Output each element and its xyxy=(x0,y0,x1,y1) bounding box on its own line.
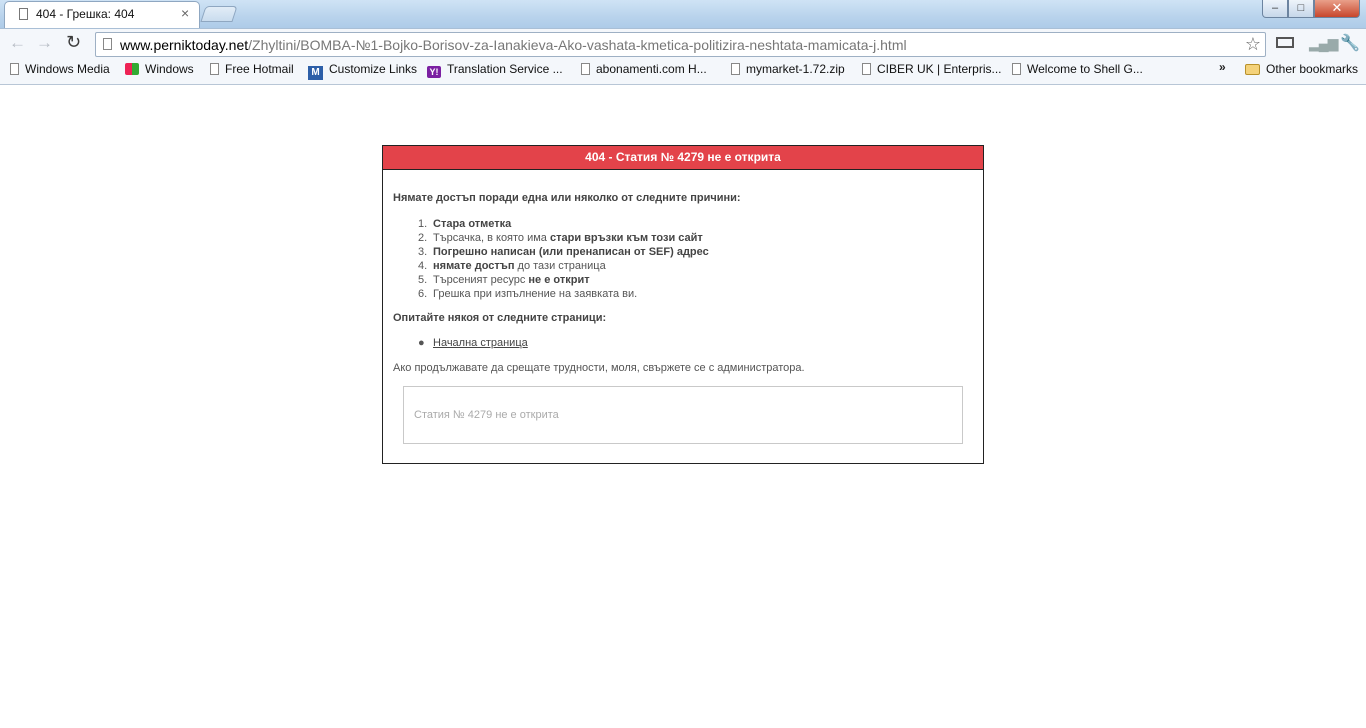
more-bookmarks-button[interactable]: » xyxy=(1219,60,1226,74)
url-host: www.perniktoday.net xyxy=(120,37,249,53)
new-tab-button[interactable] xyxy=(200,6,237,22)
reason-item: 5. Търсеният ресурс не е открит xyxy=(418,274,590,286)
bookmark-item[interactable]: M Customize Links xyxy=(308,62,417,80)
url-path: /Zhyltini/BOMBA-№1-Bojko-Borisov-za-Ianakieva-Ako-vashata-kmetica-politizira-neshtata-mamicata-j.html xyxy=(248,37,907,53)
page-icon xyxy=(1012,63,1021,75)
wrench-icon[interactable]: 🔧 xyxy=(1340,35,1360,52)
forward-button[interactable]: → xyxy=(36,33,53,52)
page-icon xyxy=(103,38,112,50)
bookmarks-bar xyxy=(0,58,1366,85)
bookmark-item[interactable]: CIBER UK | Enterpris... xyxy=(862,62,1001,76)
reason-item: 6. Грешка при изпълнение на заявката ви. xyxy=(418,288,638,300)
address-bar[interactable] xyxy=(95,32,1266,57)
title-bar xyxy=(0,0,1366,28)
page-icon xyxy=(862,63,871,75)
reload-button[interactable]: ↻ xyxy=(66,32,82,52)
bookmark-item[interactable]: Y! Translation Service ... xyxy=(427,62,563,78)
page-icon xyxy=(19,8,28,20)
msn-logo-icon: M xyxy=(308,66,323,80)
bookmark-item[interactable]: abonamenti.com H... xyxy=(581,62,707,76)
back-button[interactable]: ← xyxy=(9,33,26,52)
suggested-pages-list xyxy=(418,337,528,349)
contact-admin-note: Ако продължавате да срещате трудности, моля, свържете се с администратора. xyxy=(393,362,805,374)
bullet-icon: ● xyxy=(418,337,425,349)
bookmark-item[interactable]: Windows Media xyxy=(10,62,110,76)
reason-item: 2. Търсачка, в която има стари връзки към този сайт xyxy=(418,232,703,244)
star-icon[interactable]: ☆ xyxy=(1244,34,1261,54)
folder-icon xyxy=(1245,64,1260,75)
windows-logo-icon xyxy=(125,63,139,75)
bookmark-item[interactable]: mymarket-1.72.zip xyxy=(731,62,845,76)
tab-active[interactable] xyxy=(4,1,200,28)
suggested-pages-heading: Опитайте някоя от следните страници: xyxy=(393,312,607,324)
page-icon xyxy=(581,63,590,75)
error-panel xyxy=(382,145,984,464)
page-icon xyxy=(731,63,740,75)
list-item xyxy=(418,337,528,349)
reason-item: 4. нямате достъп до тази страница xyxy=(418,260,606,272)
bookmark-item[interactable]: Welcome to Shell G... xyxy=(1012,62,1143,76)
reasons-heading: Нямате достъп поради една или няколко от следните причини: xyxy=(393,192,741,204)
reason-item: 1. Стара отметка xyxy=(418,218,512,230)
url-text[interactable] xyxy=(120,37,907,53)
signal-icon[interactable]: ▂▄▆ xyxy=(1309,35,1338,51)
error-title: 404 - Статия № 4279 не е открита xyxy=(383,146,983,170)
close-tab-icon[interactable]: × xyxy=(181,5,190,21)
maximize-button[interactable]: □ xyxy=(1288,0,1314,18)
error-message-box xyxy=(403,386,963,444)
close-window-button[interactable]: ✕ xyxy=(1314,0,1360,18)
page-action-icon[interactable] xyxy=(1276,37,1294,48)
page-icon xyxy=(210,63,219,75)
tab-title: 404 - Грешка: 404 xyxy=(36,7,135,21)
home-page-link[interactable]: Начална страница xyxy=(433,337,528,349)
browser-toolbar xyxy=(0,28,1366,59)
error-message: Статия № 4279 не е открита xyxy=(414,409,559,421)
reasons-list xyxy=(418,217,709,301)
reason-item: 3. Погрешно написан (или пренаписан от SEF) адрес xyxy=(418,246,709,258)
other-bookmarks[interactable]: Other bookmarks xyxy=(1245,62,1358,76)
yahoo-logo-icon: Y! xyxy=(427,66,441,78)
bookmark-item[interactable]: Windows xyxy=(125,62,194,76)
minimize-button[interactable]: – xyxy=(1262,0,1288,18)
page-icon xyxy=(10,63,19,75)
bookmark-item[interactable]: Free Hotmail xyxy=(210,62,294,76)
